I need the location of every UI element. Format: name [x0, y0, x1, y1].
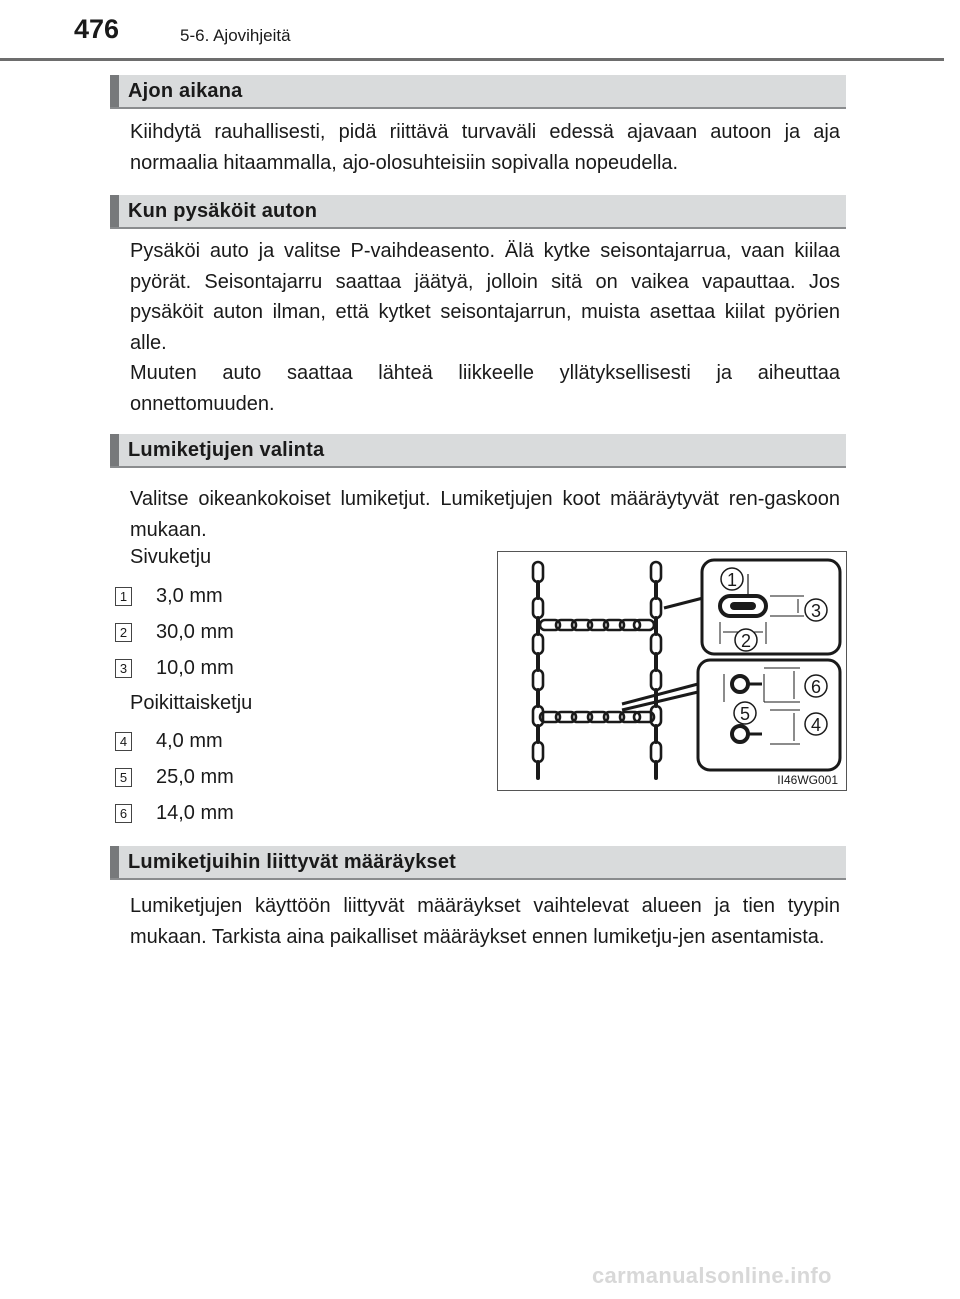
side-chain-detail	[702, 560, 840, 654]
chain-selection-paragraph: Valitse oikeankokoiset lumiketjut. Lumiketjujen koot määräytyvät ren-gaskoon mukaan.	[130, 488, 840, 541]
spec-item	[115, 801, 234, 825]
callout-5: 5	[739, 704, 751, 724]
parking-warning-paragraph: Muuten auto saattaa lähteä liikkeelle yllätyksellisesti ja aiheuttaa onnettomuuden.	[130, 362, 840, 415]
section-title: Lumiketjuihin liittyvät määräykset	[128, 851, 457, 873]
section-heading-parking	[110, 195, 846, 229]
callout-1: 1	[726, 570, 738, 590]
section-title: Lumiketjujen valinta	[128, 439, 325, 461]
spec-value: 10,0 mm	[156, 656, 234, 679]
callout-number: 6	[115, 804, 132, 823]
spec-value: 4,0 mm	[156, 729, 223, 752]
callout-2: 2	[740, 631, 752, 651]
cross-chain-lower	[540, 712, 654, 722]
spec-item	[115, 656, 234, 680]
chain-diagram	[498, 552, 848, 792]
driving-paragraph: Kiihdytä rauhallisesti, pidä riittävä turvaväli edessä ajavaan autoon ja aja normaalia hitaammalla, ajo-olosuhteisiin sopivalla nopeudella.	[130, 121, 840, 174]
spec-item	[115, 729, 223, 753]
spec-value: 30,0 mm	[156, 620, 234, 643]
callout-number: 5	[115, 768, 132, 787]
callout-6: 6	[810, 677, 822, 697]
side-chain-left	[533, 562, 543, 780]
spec-item	[115, 620, 234, 644]
callout-3: 3	[810, 601, 822, 621]
section-heading-chain-selection	[110, 434, 846, 468]
section-reference: 5-6. Ajovihjeitä	[180, 26, 291, 45]
callout-number: 1	[115, 587, 132, 606]
spec-item	[115, 765, 234, 789]
spec-value: 14,0 mm	[156, 801, 234, 824]
callout-number: 3	[115, 659, 132, 678]
side-chain-right	[651, 562, 661, 780]
figure-code: II46WG001	[777, 773, 838, 787]
callout-number: 4	[115, 732, 132, 751]
cross-chain-detail	[698, 660, 840, 770]
watermark: carmanualsonline.info	[592, 1263, 832, 1288]
section-heading-driving	[110, 75, 846, 109]
side-chain-label: Sivuketju	[130, 546, 212, 568]
section-title: Ajon aikana	[128, 80, 243, 102]
callout-number: 2	[115, 623, 132, 642]
cross-chain-label: Poikittaisketju	[130, 692, 253, 714]
snow-chain-illustration	[497, 551, 847, 791]
spec-value: 25,0 mm	[156, 765, 234, 788]
callout-4: 4	[810, 715, 822, 735]
cross-chain-upper	[540, 620, 654, 630]
page-number: 476	[74, 14, 120, 44]
spec-item	[115, 584, 223, 608]
header-divider	[0, 58, 944, 61]
section-title: Kun pysäköit auton	[128, 200, 318, 222]
chain-regulations-paragraph: Lumiketjujen käyttöön liittyvät määräykset vaihtelevat alueen ja tien tyypin mukaan. Tarkista aina paikalliset määräykset ennen lumiketju-jen asentamista.	[130, 895, 840, 948]
parking-paragraph: Pysäköi auto ja valitse P-vaihdeasento. Älä kytke seisontajarrua, vaan kiilaa pyörät. Seisontajarru saattaa jäätyä, jolloin sitä on vaikea vapauttaa. Jos pysäköit auton ilman, että kytket seisontajarrun, muista asettaa kiilat pyörien alle.	[130, 240, 840, 354]
section-heading-chain-regulations	[110, 846, 846, 880]
spec-value: 3,0 mm	[156, 584, 223, 607]
